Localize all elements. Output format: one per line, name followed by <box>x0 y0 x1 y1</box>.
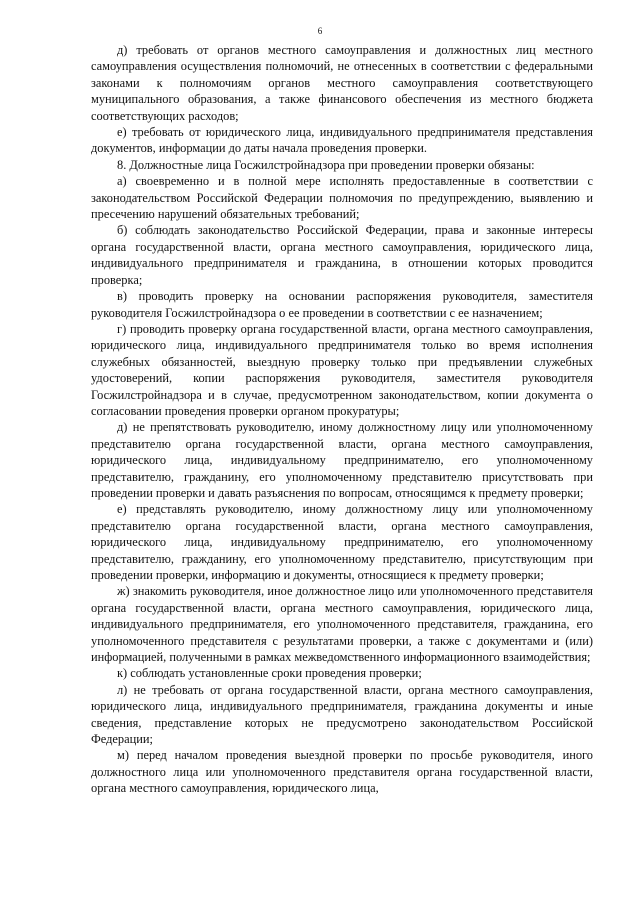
paragraph-duty-a: а) своевременно и в полной мере исполнять предоставленные в соответствии с законодательством Российской Федерации полномочия по предупреждению, выявлению и пресечению нарушений обязательных требований; <box>91 174 593 222</box>
paragraph-prohibition-e: е) требовать от юридического лица, индивидуального предпринимателя представления документов, информации до даты начала проведения проверки. <box>91 125 593 156</box>
document-body <box>91 42 593 797</box>
paragraph-duty-k: к) соблюдать установленные сроки проведения проверки; <box>117 666 422 681</box>
paragraph-duty-l: л) не требовать от органа государственной власти, органа местного самоуправления, юридического лица, индивидуального предпринимателя, гражданина документы и иные сведения, представление которых не предусмотрено законодательством Российской Федерации; <box>91 682 593 747</box>
paragraph-prohibition-d: д) требовать от органов местного самоуправления и должностных лиц местного самоуправления осуществления полномочий, не отнесенных в соответствии с федеральными законами к полномочиям органов местного самоуправления соответствующего муниципального образования, а также финансового обеспечения из местного бюджета соответствующих расходов; <box>91 43 593 123</box>
paragraph-duty-d: д) не препятствовать руководителю, иному должностному лицу или уполномоченному представителю органа государственной власти, органа местного самоуправления, юридического лица, индивидуальному предпринимателю, его уполномоченному представителю, гражданину, его уполномоченному представителю присутствовать при проведении проверки и давать разъяснения по вопросам, относящимся к предмету проверки; <box>91 420 593 500</box>
paragraph-duty-e: е) представлять руководителю, иному должностному лицу или уполномоченному представителю органа государственной власти, органа местного самоуправления, юридического лица, индивидуальному предпринимателю, его уполномоченному представителю, гражданину, его уполномоченному представителю, присутствующим при проведении проверки, информацию и документы, относящиеся к предмету проверки; <box>91 502 593 582</box>
paragraph-duty-g: г) проводить проверку органа государственной власти, органа местного самоуправления, юридического лица, индивидуального предпринимателя только во время исполнения служебных обязанностей, выездную проверку только при предъявлении служебных удостоверений, копии распоряжения руководителя, заместителя руководителя Госжилстройнадзора и в случае, предусмотренном законодательством, копии документа о согласовании проведения проверки органом прокуратуры; <box>91 321 593 418</box>
paragraph-duty-m: м) перед началом проведения выездной проверки по просьбе руководителя, иного должностного лица или уполномоченного представителя органа государственной власти, органа местного самоуправления, юридического лица, <box>91 748 593 796</box>
paragraph-section-8-heading: 8. Должностные лица Госжилстройнадзора при проведении проверки обязаны: <box>117 157 535 172</box>
paragraph-duty-b: б) соблюдать законодательство Российской Федерации, права и законные интересы органа государственной власти, органа местного самоуправления, юридического лица, индивидуального предпринимателя и гражданина, в отношении которых проводится проверка; <box>91 223 593 287</box>
paragraph-duty-v: в) проводить проверку на основании распоряжения руководителя, заместителя руководителя Госжилстройнадзора о ее проведении в соответствии с ее назначением; <box>91 289 593 320</box>
page-number: 6 <box>317 26 323 36</box>
paragraph-duty-zh: ж) знакомить руководителя, иное должностное лицо или уполномоченного представителя органа государственной власти, органа местного самоуправления, юридического лица, индивидуального предпринимателя, его уполномоченного представителя, гражданина, его уполномоченного представителя с результатами проверки, а также с документами и (или) информацией, полученными в рамках межведомственного информационного взаимодействия; <box>91 584 593 665</box>
